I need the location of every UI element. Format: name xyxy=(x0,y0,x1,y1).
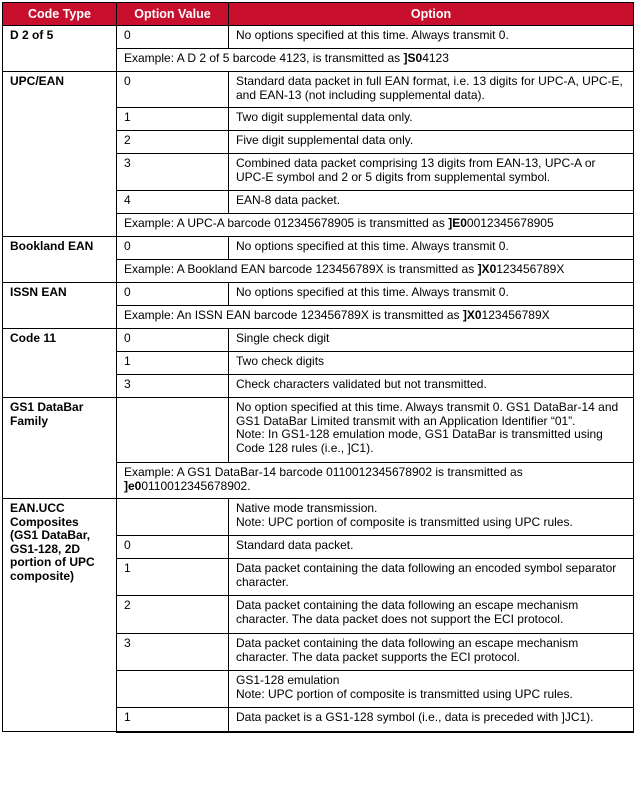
example-code: ]e0 xyxy=(124,478,142,493)
option-value: 0 xyxy=(117,329,229,352)
example-prefix: Example: An ISSN EAN barcode 123456789X is transmitted as xyxy=(124,308,463,322)
example-suffix: 4123 xyxy=(422,51,449,65)
option-line: No option specified at this time. Always transmit 0. GS1 DataBar-14 and GS1 DataBar Limited transmit with an Application Identifier “01”. xyxy=(236,400,619,428)
option-text: Data packet containing the data following an escape mechanism character. The data packet does not support the ECI protocol. xyxy=(229,596,634,634)
option-text: Data packet is a GS1-128 symbol (i.e., data is preceded with ]JC1). xyxy=(229,708,634,732)
option-note: Note: UPC portion of composite is transmitted using UPC rules. xyxy=(236,514,573,529)
option-text: EAN-8 data packet. xyxy=(229,191,634,214)
option-value: 2 xyxy=(117,131,229,154)
option-text xyxy=(229,398,634,463)
option-text: No options specified at this time. Always transmit 0. xyxy=(229,26,634,49)
option-text: Standard data packet. xyxy=(229,536,634,559)
option-value: 0 xyxy=(117,237,229,260)
option-text: Single check digit xyxy=(229,329,634,352)
example-text xyxy=(117,463,634,499)
option-text: Data packet containing the data following an encoded symbol separator character. xyxy=(229,559,634,596)
header-option-value: Option Value xyxy=(117,3,229,26)
option-value: 3 xyxy=(117,634,229,671)
example-prefix: Example: A Bookland EAN barcode 123456789X is transmitted as xyxy=(124,262,478,276)
option-value: 1 xyxy=(117,559,229,596)
option-text: Two digit supplemental data only. xyxy=(229,108,634,131)
header-option: Option xyxy=(229,3,634,26)
example-code: ]E0 xyxy=(448,216,467,230)
table-row xyxy=(3,72,634,108)
option-value: 1 xyxy=(117,108,229,131)
code-type-ean-ucc-composites: EAN.UCC Composites (GS1 DataBar, GS1-128, 2D portion of UPC composite) xyxy=(3,499,117,732)
option-value: 0 xyxy=(117,283,229,306)
option-value: 4 xyxy=(117,191,229,214)
code-type-d2of5: D 2 of 5 xyxy=(3,26,117,72)
option-value xyxy=(117,398,229,463)
example-code: ]X0 xyxy=(462,308,482,322)
example-text xyxy=(117,214,634,237)
option-text xyxy=(229,499,634,536)
option-note: Note: In GS1-128 emulation mode, GS1 DataBar is transmitted using Code 128 rules (i.e., ]C1). xyxy=(236,427,603,455)
option-text: Two check digits xyxy=(229,352,634,375)
table-row xyxy=(3,499,634,536)
table-row xyxy=(3,329,634,352)
table-row xyxy=(3,26,634,49)
example-prefix: Example: A GS1 DataBar-14 barcode 0110012345678902 is transmitted as xyxy=(124,465,523,479)
option-text: Data packet containing the data following an escape mechanism character. The data packet supports the ECI protocol. xyxy=(229,634,634,671)
symbology-options-table xyxy=(2,2,634,733)
option-value: 2 xyxy=(117,596,229,634)
code-type-bookland-ean: Bookland EAN xyxy=(3,237,117,283)
option-value: 0 xyxy=(117,26,229,49)
example-suffix: 0110012345678902. xyxy=(141,478,251,493)
example-text xyxy=(117,49,634,72)
table-row xyxy=(3,283,634,306)
option-value xyxy=(117,671,229,708)
header-code-type: Code Type xyxy=(3,3,117,26)
option-value: 1 xyxy=(117,352,229,375)
option-value: 3 xyxy=(117,154,229,191)
code-type-code-11: Code 11 xyxy=(3,329,117,398)
example-text xyxy=(117,260,634,283)
option-text: Check characters validated but not transmitted. xyxy=(229,375,634,398)
option-text: No options specified at this time. Always transmit 0. xyxy=(229,237,634,260)
table-row xyxy=(3,237,634,260)
option-value: 0 xyxy=(117,536,229,559)
example-text xyxy=(117,306,634,329)
option-note: Note: UPC portion of composite is transmitted using UPC rules. xyxy=(236,686,573,701)
option-text: Five digit supplemental data only. xyxy=(229,131,634,154)
example-suffix: 123456789X xyxy=(481,308,550,322)
option-line: Native mode transmission. xyxy=(236,501,378,515)
option-value xyxy=(117,499,229,536)
option-text xyxy=(229,671,634,708)
option-text: No options specified at this time. Always transmit 0. xyxy=(229,283,634,306)
option-line: GS1-128 emulation xyxy=(236,673,340,687)
option-value: 3 xyxy=(117,375,229,398)
example-suffix: 123456789X xyxy=(496,262,565,276)
code-type-issn-ean: ISSN EAN xyxy=(3,283,117,329)
example-code: ]S0 xyxy=(403,51,423,65)
table-header-row xyxy=(3,3,634,26)
option-text: Standard data packet in full EAN format, i.e. 13 digits for UPC-A, UPC-E, and EAN-13 (not including supplemental data). xyxy=(229,72,634,108)
option-value: 0 xyxy=(117,72,229,108)
example-code: ]X0 xyxy=(477,262,497,276)
code-type-gs1-databar: GS1 DataBar Family xyxy=(3,398,117,499)
table-row xyxy=(3,398,634,463)
code-type-upc-ean: UPC/EAN xyxy=(3,72,117,237)
option-value: 1 xyxy=(117,708,229,732)
example-prefix: Example: A D 2 of 5 barcode 4123, is transmitted as xyxy=(124,51,404,65)
example-suffix: 0012345678905 xyxy=(466,216,554,230)
example-prefix: Example: A UPC-A barcode 012345678905 is transmitted as xyxy=(124,216,449,230)
option-text: Combined data packet comprising 13 digits from EAN-13, UPC-A or UPC-E symbol and 2 or 5 digits from supplemental symbol. xyxy=(229,154,634,191)
